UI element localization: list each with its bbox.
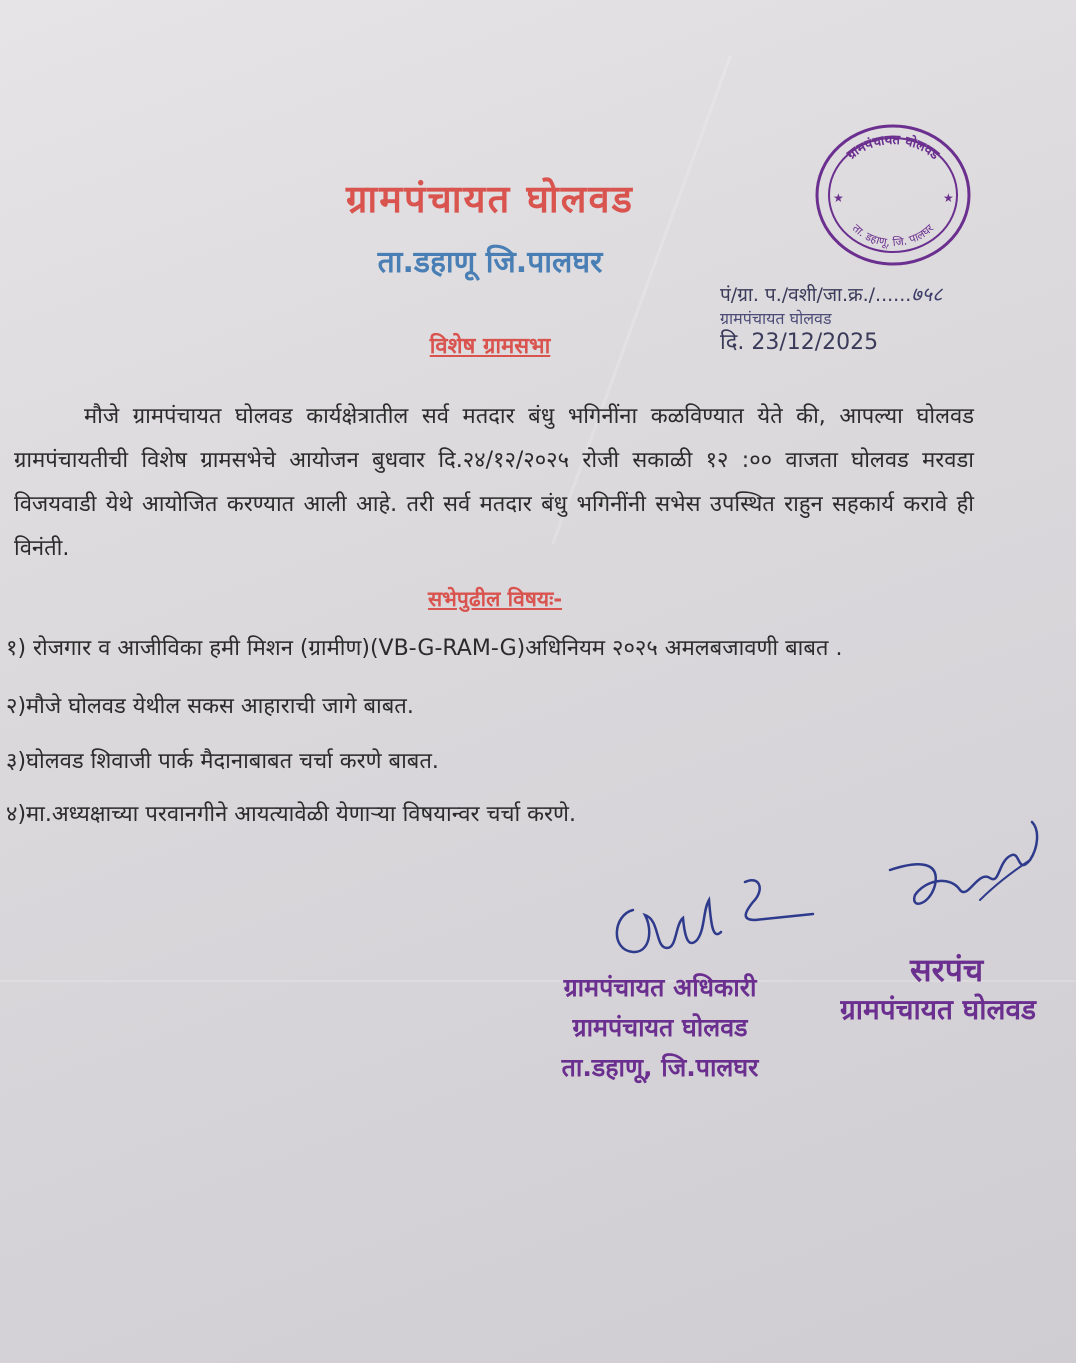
agenda-item: ३)घोलवड शिवाजी पार्क मैदानाबाबत चर्चा करणे बाबत.: [6, 749, 439, 774]
page-subtitle: ता.डहाणू जि.पालघर: [377, 245, 603, 280]
office-stamp: [813, 122, 973, 268]
sarpanch-signature: [880, 800, 1050, 930]
page-title: ग्रामपंचायत घोलवड: [345, 177, 634, 221]
notice-heading: विशेष ग्रामसभा: [429, 334, 551, 359]
agenda-heading: सभेपुढील विषयः-: [427, 587, 563, 611]
officer-signatory-block: [510, 968, 810, 1088]
agenda-item: १) रोजगार व आजीविका हमी मिशन (ग्रामीण)(VB-G-RAM-G)अधिनियम २०२५ अमलबजावणी बाबत .: [6, 636, 843, 661]
stamp-text-top: ग्रामपंचायत घोलवड: [844, 132, 942, 163]
svg-text:★: ★: [943, 191, 954, 205]
agenda-item: ४)मा.अध्यक्षाच्या परवानगीने आयत्यावेळी येणाऱ्या विषयान्वर चर्चा करणे.: [6, 802, 576, 827]
notice-body: [14, 395, 974, 571]
svg-text:★: ★: [833, 191, 844, 205]
officer-location: ता.डहाणू, जि.पालघर: [561, 1053, 759, 1082]
reference-number-label: पं/ग्रा. प./वशी/जा.क्र./......: [720, 284, 912, 306]
agenda-item: २)मौजे घोलवड येथील सकस आहाराची जागे बाबत.: [6, 694, 414, 719]
reference-office: ग्रामपंचायत घोलवड: [720, 309, 832, 328]
svg-text:ग्रामपंचायत घोलवड: [844, 133, 943, 164]
stamp-text-bottom: ता. डहाणू, जि. पालघर: [849, 221, 937, 250]
reference-number: [720, 282, 942, 307]
notice-body-text: मौजे ग्रामपंचायत घोलवड कार्यक्षेत्रातील सर्व मतदार बंधु भगिनींना कळविण्यात येते की, आपल्या घोलवड ग्रामपंचायतीची विशेष ग्रामसभेचे आयोजन बुधवार दि.२४/१२/२०२५ रोजी सकाळी १२ :०० वाजता घोलवड मरवडा विजयवाडी येथे आयोजित करण्यात आली आहे. तरी सर्व मतदार बंधु भगिनींनी सभेस उपस्थित राहुन सहकार्य करावे ही विनंती.: [14, 404, 974, 561]
officer-office: ग्रामपंचायत घोलवड: [572, 1013, 748, 1042]
officer-signature: [605, 870, 820, 965]
sarpanch-office: ग्रामपंचायत घोलवड: [840, 993, 1037, 1026]
reference-block: [720, 282, 942, 355]
sarpanch-designation: सरपंच: [910, 951, 984, 989]
reference-date: दि. 23/12/2025: [720, 330, 879, 355]
reference-number-handwritten: ७५८: [911, 282, 943, 306]
officer-designation: ग्रामपंचायत अधिकारी: [563, 973, 757, 1002]
